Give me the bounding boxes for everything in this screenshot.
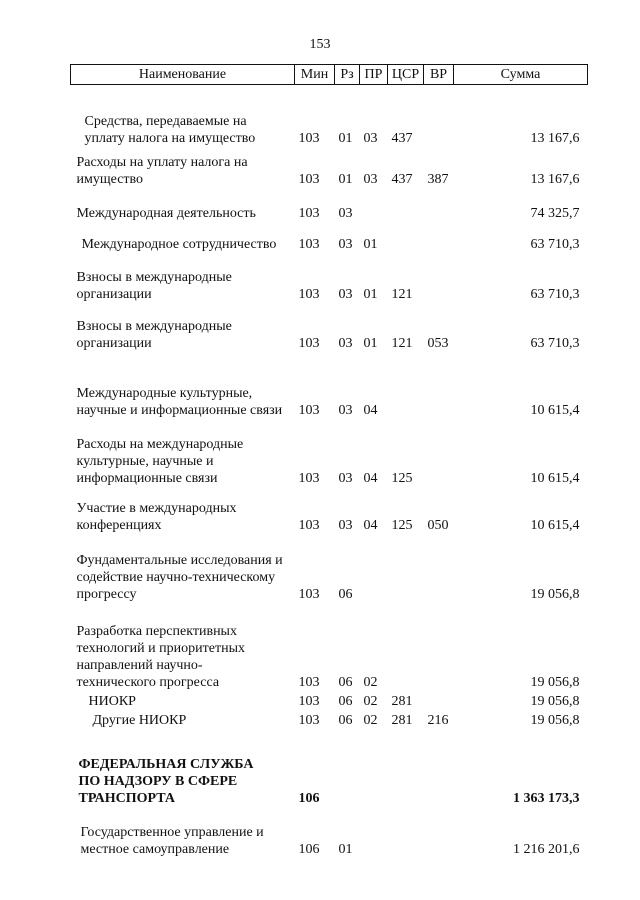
row-name: Разработка перспективных технологий и приоритетных направлений научно-технического прогресса [76, 623, 245, 690]
row-name: Международная деятельность [76, 205, 256, 221]
header-sum: Сумма [454, 65, 588, 85]
row-rz: 01 [338, 130, 353, 146]
row-rz: 06 [338, 693, 353, 709]
row-csr [388, 603, 424, 691]
table-header-row [71, 65, 588, 85]
row-csr: 437 [391, 130, 413, 146]
row-pr: 02 [363, 712, 378, 728]
row-min: 103 [298, 335, 320, 351]
table-row [71, 691, 588, 710]
row-rz: 01 [338, 841, 353, 857]
row-sum: 63 710,3 [530, 236, 580, 252]
row-pr [360, 188, 388, 222]
row-min: 103 [298, 171, 320, 187]
row-vr [424, 603, 454, 691]
row-sum: 63 710,3 [530, 286, 580, 302]
row-vr [424, 729, 454, 807]
table-row [71, 303, 588, 352]
row-csr: 281 [391, 712, 413, 728]
row-rz: 03 [338, 236, 353, 252]
row-pr: 04 [363, 470, 378, 486]
row-csr: 281 [391, 693, 413, 709]
row-vr: 053 [427, 335, 449, 351]
row-vr [424, 352, 454, 419]
row-min: 103 [298, 286, 320, 302]
page-number: 153 [309, 37, 331, 52]
row-csr: 125 [391, 517, 413, 533]
table-row [71, 147, 588, 188]
row-name: Взносы в международные организации [76, 269, 232, 302]
row-csr [388, 807, 424, 858]
row-sum: 19 056,8 [530, 712, 580, 728]
row-pr: 04 [363, 517, 378, 533]
row-pr: 04 [363, 402, 378, 418]
table-row [71, 534, 588, 603]
row-rz: 06 [338, 586, 353, 602]
table-row [71, 419, 588, 487]
table-row [71, 807, 588, 858]
row-min: 103 [298, 130, 320, 146]
table-row [71, 352, 588, 419]
row-pr: 01 [363, 236, 378, 252]
row-name: Международные культурные, научные и информационные связи [76, 385, 283, 418]
row-name: ФЕДЕРАЛЬНАЯ СЛУЖБА ПО НАДЗОРУ В СФЕРЕ ТРАНСПОРТА [78, 756, 254, 806]
row-vr [424, 253, 454, 303]
row-csr [388, 222, 424, 253]
table-row [71, 253, 588, 303]
row-rz [335, 729, 360, 807]
table-row [71, 188, 588, 222]
row-rz: 03 [338, 286, 353, 302]
row-min: 106 [298, 790, 320, 806]
row-vr: 216 [427, 712, 449, 728]
row-min: 103 [298, 205, 320, 221]
row-sum: 10 615,4 [530, 517, 580, 533]
row-vr [424, 691, 454, 710]
row-rz: 06 [338, 674, 353, 690]
row-vr [424, 222, 454, 253]
row-csr: 121 [391, 335, 413, 351]
header-csr: ЦСР [388, 65, 424, 85]
row-csr [388, 729, 424, 807]
table-row [71, 710, 588, 729]
row-name: НИОКР [88, 693, 136, 709]
row-min: 103 [298, 712, 320, 728]
row-pr [360, 807, 388, 858]
row-sum: 19 056,8 [530, 693, 580, 709]
row-vr [424, 419, 454, 487]
row-vr [424, 534, 454, 603]
row-csr [388, 352, 424, 419]
row-name: Государственное управление и местное самоуправление [80, 824, 264, 857]
table-row-section [71, 729, 588, 807]
row-csr: 125 [391, 470, 413, 486]
row-name: Расходы на уплату налога на имущество [76, 154, 248, 187]
row-name: Расходы на международные культурные, научные и информационные связи [76, 436, 244, 486]
table-row [71, 222, 588, 253]
row-pr: 02 [363, 674, 378, 690]
table-row [71, 85, 588, 147]
row-min: 103 [298, 674, 320, 690]
header-rz: Рз [335, 65, 360, 85]
row-vr [424, 85, 454, 147]
row-vr: 387 [427, 171, 449, 187]
row-pr: 01 [363, 335, 378, 351]
header-vr: ВР [424, 65, 454, 85]
header-min: Мин [295, 65, 335, 85]
row-min: 103 [298, 586, 320, 602]
row-name: Международное сотрудничество [81, 236, 277, 252]
row-csr: 437 [391, 171, 413, 187]
row-pr: 02 [363, 693, 378, 709]
row-pr [360, 729, 388, 807]
row-sum: 19 056,8 [530, 586, 580, 602]
row-name: Фундаментальные исследования и содействие научно-техническому прогрессу [76, 552, 283, 602]
row-sum: 10 615,4 [530, 470, 580, 486]
row-csr [388, 534, 424, 603]
row-rz: 03 [338, 402, 353, 418]
row-rz: 01 [338, 171, 353, 187]
row-sum: 74 325,7 [530, 205, 580, 221]
row-rz: 03 [338, 335, 353, 351]
row-pr [360, 534, 388, 603]
row-pr: 01 [363, 286, 378, 302]
row-rz: 03 [338, 470, 353, 486]
row-sum: 1 363 173,3 [513, 790, 580, 806]
header-name: Наименование [71, 65, 295, 85]
row-min: 103 [298, 693, 320, 709]
row-csr: 121 [391, 286, 413, 302]
row-csr [388, 188, 424, 222]
budget-table [70, 64, 588, 858]
row-name: Другие НИОКР [92, 712, 187, 728]
table-row [71, 603, 588, 691]
row-pr: 03 [363, 171, 378, 187]
row-vr: 050 [427, 517, 449, 533]
row-sum: 13 167,6 [530, 130, 580, 146]
row-sum: 63 710,3 [530, 335, 580, 351]
row-vr [424, 807, 454, 858]
row-vr [424, 188, 454, 222]
row-min: 103 [298, 236, 320, 252]
row-min: 103 [298, 470, 320, 486]
header-pr: ПР [360, 65, 388, 85]
row-sum: 1 216 201,6 [513, 841, 580, 857]
row-min: 103 [298, 402, 320, 418]
row-name: Взносы в международные организации [76, 318, 232, 351]
row-rz: 06 [338, 712, 353, 728]
row-min: 103 [298, 517, 320, 533]
row-name: Средства, передаваемые на уплату налога на имущество [84, 113, 256, 146]
row-rz: 03 [338, 517, 353, 533]
row-sum: 10 615,4 [530, 402, 580, 418]
row-sum: 13 167,6 [530, 171, 580, 187]
row-rz: 03 [338, 205, 353, 221]
row-sum: 19 056,8 [530, 674, 580, 690]
row-name: Участие в международных конференциях [76, 500, 237, 533]
table-row [71, 487, 588, 534]
row-min: 106 [298, 841, 320, 857]
row-pr: 03 [363, 130, 378, 146]
